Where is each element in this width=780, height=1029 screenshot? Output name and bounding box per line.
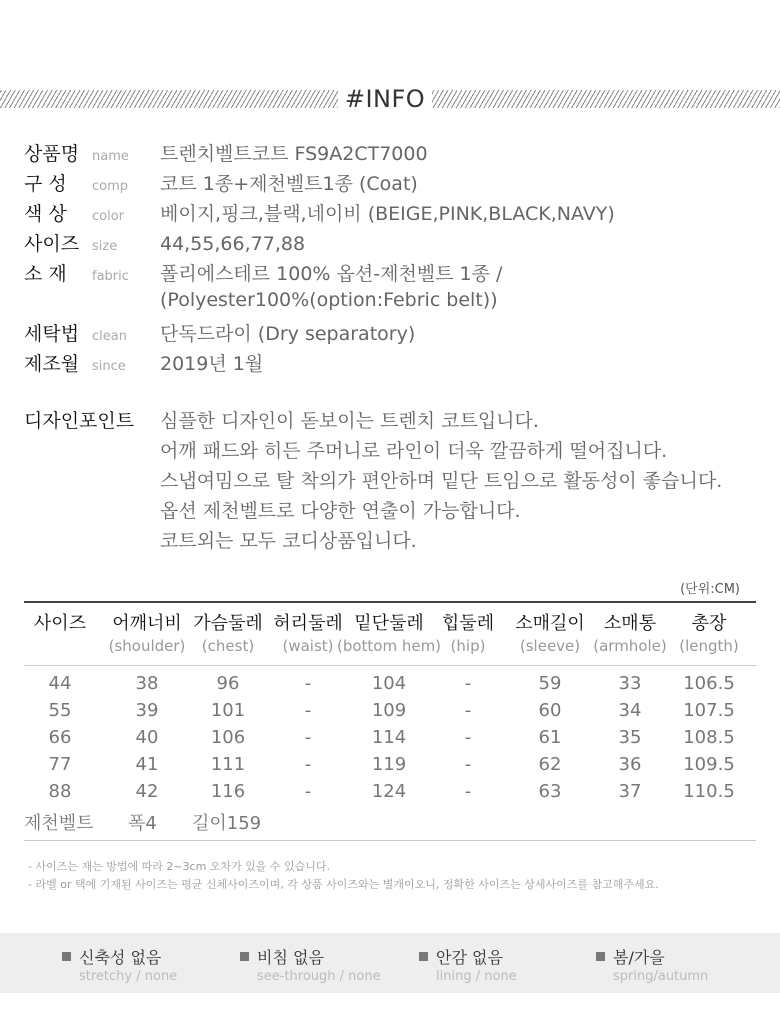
feature-label: 비침 없음 <box>257 948 324 967</box>
table-cell: 35 <box>618 727 642 748</box>
table-cell: - <box>464 673 472 694</box>
design-point-line: 어깨 패드와 히든 주머니로 라인이 더욱 깔끔하게 떨어집니다. <box>160 440 668 462</box>
table-header-en: (bottom hem) <box>336 637 442 655</box>
unit-label: (단위:CM) <box>680 582 740 597</box>
spec-label: 구 성 <box>24 173 67 195</box>
table-header: 소매길이 <box>515 613 585 634</box>
feature-season <box>596 945 708 984</box>
table-cell: 109 <box>371 700 407 721</box>
table-cell: 44 <box>48 673 72 694</box>
feature-en-label: see-through / none <box>257 969 381 984</box>
belt-label: 제천벨트 <box>24 813 94 834</box>
info-title: #INFO <box>344 85 426 113</box>
hatch-pattern-left <box>0 90 338 108</box>
spec-value: 베이지,핑크,블랙,네이비 (BEIGE,PINK,BLACK,NAVY) <box>160 203 615 225</box>
table-cell: 42 <box>135 781 159 802</box>
table-cell: 116 <box>210 781 246 802</box>
design-point-text <box>160 406 760 556</box>
table-cell: 110.5 <box>683 781 735 802</box>
table-cell: - <box>464 727 472 748</box>
table-header: 소매통 <box>603 613 657 634</box>
table-cell: 41 <box>135 754 159 775</box>
table-cell: 124 <box>371 781 407 802</box>
spec-value: 트렌치벨트코트 FS9A2CT7000 <box>160 143 428 165</box>
feature-en-label: stretchy / none <box>79 969 178 984</box>
table-cell: 101 <box>210 700 246 721</box>
table-cell: 119 <box>371 754 407 775</box>
spec-value: 폴리에스테르 100% 옵션-제천벨트 1종 / <box>160 263 503 285</box>
square-bullet-icon <box>62 952 71 961</box>
table-cell: - <box>464 754 472 775</box>
table-cell: - <box>304 781 312 802</box>
feature-label: 신축성 없음 <box>79 948 162 967</box>
table-cell: 104 <box>371 673 407 694</box>
info-header <box>0 86 780 112</box>
table-cell: - <box>304 754 312 775</box>
spec-label: 제조월 <box>24 353 80 375</box>
design-point-label: 디자인포인트 <box>24 410 135 432</box>
spec-value: 44,55,66,77,88 <box>160 233 306 255</box>
feature-stretch <box>62 945 177 984</box>
table-header: 힙둘레 <box>441 613 495 634</box>
table-cell: 107.5 <box>683 700 735 721</box>
table-cell: - <box>464 781 472 802</box>
table-cell: - <box>304 673 312 694</box>
feature-seethrough <box>240 945 381 984</box>
spec-list <box>24 139 615 379</box>
table-rule-bottom <box>24 840 756 841</box>
table-header: 가슴둘레 <box>193 613 263 634</box>
design-point-line: 코트외는 모두 코디상품입니다. <box>160 530 417 552</box>
spec-value: 단독드라이 (Dry separatory) <box>160 323 416 345</box>
spec-label: 소 재 <box>24 263 67 285</box>
table-header-en: (sleeve) <box>519 637 581 655</box>
table-cell: 109.5 <box>683 754 735 775</box>
design-point-line: 옵션 제천벨트로 다양한 연출이 가능합니다. <box>160 500 521 522</box>
table-cell: - <box>304 727 312 748</box>
table-cell: 60 <box>538 700 562 721</box>
table-cell: 111 <box>210 754 246 775</box>
feature-bar <box>0 933 780 993</box>
table-cell: 39 <box>135 700 159 721</box>
spec-en-label: comp <box>92 179 129 194</box>
spec-row-name <box>24 139 615 169</box>
spec-en-label: name <box>92 149 129 164</box>
spec-row-clean <box>24 319 615 349</box>
spec-row-fabric-cont <box>24 289 615 319</box>
spec-row-color <box>24 199 615 229</box>
table-cell: 36 <box>618 754 642 775</box>
spec-row-fabric <box>24 259 615 289</box>
spec-label: 사이즈 <box>24 233 80 255</box>
table-cell: 66 <box>48 727 72 748</box>
table-cell: 88 <box>48 781 72 802</box>
table-cell: 55 <box>48 700 72 721</box>
size-notes <box>28 858 659 894</box>
table-header-en: (chest) <box>201 637 255 655</box>
square-bullet-icon <box>596 952 605 961</box>
hatch-pattern-right <box>432 90 780 108</box>
table-header-en: (waist) <box>282 637 334 655</box>
spec-value: 2019년 1월 <box>160 353 264 375</box>
table-cell: 40 <box>135 727 159 748</box>
spec-row-comp <box>24 169 615 199</box>
note-line: - 사이즈는 재는 방법에 따라 2~3cm 오차가 있을 수 있습니다. <box>28 860 331 873</box>
table-cell: 96 <box>216 673 240 694</box>
table-header-en: (armhole) <box>593 637 667 655</box>
spec-en-label: since <box>92 359 126 374</box>
table-header-en: (shoulder) <box>108 637 186 655</box>
table-header-en: (length) <box>679 637 739 655</box>
feature-label: 안감 없음 <box>436 948 503 967</box>
table-cell: 38 <box>135 673 159 694</box>
table-cell: 106 <box>210 727 246 748</box>
table-cell: 37 <box>618 781 642 802</box>
feature-lining <box>419 945 517 984</box>
table-header: 밑단둘레 <box>354 613 424 634</box>
table-header-en: (hip) <box>450 637 486 655</box>
table-cell: 77 <box>48 754 72 775</box>
table-cell: 108.5 <box>683 727 735 748</box>
table-cell: 59 <box>538 673 562 694</box>
table-header: 총장 <box>691 613 727 634</box>
belt-length: 길이159 <box>192 813 262 834</box>
square-bullet-icon <box>240 952 249 961</box>
spec-value: (Polyester100%(option:Febric belt)) <box>160 289 498 311</box>
spec-value: 코트 1종+제천벨트1종 (Coat) <box>160 173 418 195</box>
table-cell: 34 <box>618 700 642 721</box>
table-header: 어깨너비 <box>112 613 182 634</box>
table-rule-top <box>24 601 756 603</box>
table-cell: - <box>464 700 472 721</box>
table-rule-header <box>24 665 756 666</box>
table-cell: 106.5 <box>683 673 735 694</box>
table-cell: 63 <box>538 781 562 802</box>
spec-en-label: color <box>92 209 125 224</box>
design-point-line: 심플한 디자인이 돋보이는 트렌치 코트입니다. <box>160 410 539 432</box>
table-header: 허리둘레 <box>273 613 343 634</box>
table-cell: 62 <box>538 754 562 775</box>
feature-en-label: lining / none <box>436 969 517 984</box>
table-cell: 33 <box>618 673 642 694</box>
spec-en-label: clean <box>92 329 127 344</box>
feature-label: 봄/가을 <box>613 948 665 967</box>
spec-en-label: size <box>92 239 118 254</box>
spec-en-label: fabric <box>92 269 129 284</box>
spec-label: 상품명 <box>24 143 80 165</box>
table-cell: 114 <box>371 727 407 748</box>
feature-en-label: spring/autumn <box>613 969 709 984</box>
note-line: - 라벨 or 택에 기재된 사이즈는 평균 신체사이즈이며, 각 상품 사이즈와는 별개이오니, 정확한 사이즈는 상세사이즈를 참고해주세요. <box>28 878 659 891</box>
table-header: 사이즈 <box>33 613 87 634</box>
table-cell: 61 <box>538 727 562 748</box>
design-point-line: 스냅여밈으로 탈 착의가 편안하며 밑단 트임으로 활동성이 좋습니다. <box>160 470 723 492</box>
spec-label: 세탁법 <box>24 323 80 345</box>
square-bullet-icon <box>419 952 428 961</box>
spec-row-size <box>24 229 615 259</box>
spec-label: 색 상 <box>24 203 67 225</box>
table-cell: - <box>304 700 312 721</box>
belt-width: 폭4 <box>128 813 157 834</box>
spec-row-since <box>24 349 615 379</box>
